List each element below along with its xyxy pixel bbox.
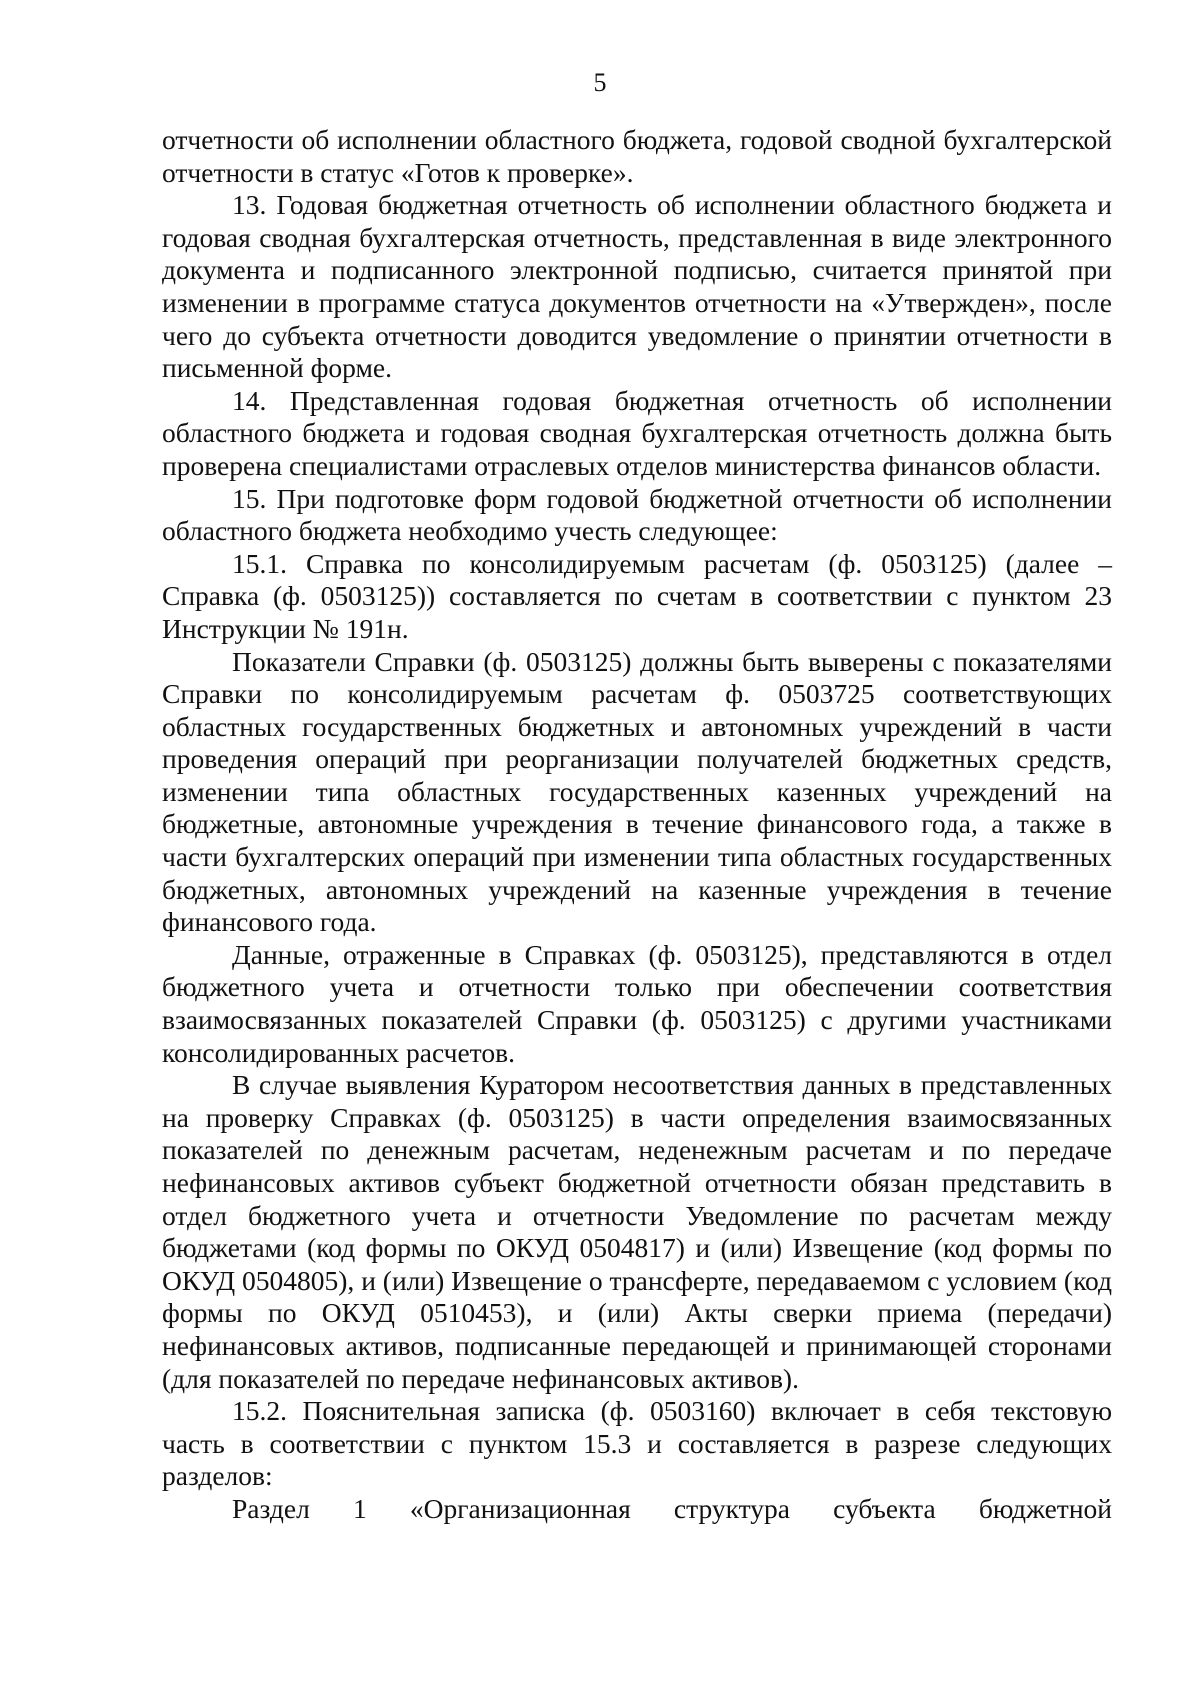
page-number: 5 [593,68,607,97]
paragraph-item-15: 15. При подготовке форм годовой бюджетной отчетности об исполнении областного бюджета необходимо учесть следующее: [162,482,1112,547]
paragraph-reconciliation: Показатели Справки (ф. 0503125) должны быть выверены с показателями Справки по консолидируемым расчетам ф. 0503725 соответствующих областных государственных бюджетных и автономных учреждений в части проведения операций при реорганизации получателей бюджетных средств, изменении типа областных государственных казенных учреждений на бюджетные, автономные учреждения в течение финансового года, а также в части бухгалтерских операций при изменении типа областных государственных бюджетных, автономных учреждений на казенные учреждения в течение финансового года. [162,645,1112,938]
paragraph-item-15-1: 15.1. Справка по консолидируемым расчетам (ф. 0503125) (далее – Справка (ф. 0503125)) составляется по счетам в соответствии с пунктом 23 Инструкции № 191н. [162,547,1112,644]
paragraph-section-1: Раздел 1 «Организационная структура субъекта бюджетной [232,1492,1112,1524]
paragraph-mismatch-case: В случае выявления Куратором несоответствия данных в представленных на проверку Справках (ф. 0503125) в части определения взаимосвязанных показателей по денежным расчетам, неденежным расчетам и по передаче нефинансовых активов субъект бюджетной отчетности обязан представить в отдел бюджетного учета и отчетности Уведомление по расчетам между бюджетами (код формы по ОКУД 0504817) и (или) Извещение (код формы по ОКУД 0504805), и (или) Извещение о трансферте, передаваемом с условием (код формы по ОКУД 0510453), и (или) Акты сверки приема (передачи) нефинансовых активов, подписанные передающей и принимающей сторонами (для показателей по передаче нефинансовых активов). [162,1069,1112,1394]
paragraph-item-14: 14. Представленная годовая бюджетная отчетность об исполнении областного бюджета и годовая сводная бухгалтерская отчетность должна быть проверена специалистами отраслевых отделов министерства финансов области. [162,384,1112,481]
paragraph-continuation: отчетности об исполнении областного бюджета, годовой сводной бухгалтерской отчетности в статус «Готов к проверке». [162,124,1112,188]
paragraph-item-15-2: 15.2. Пояснительная записка (ф. 0503160) включает в себя текстовую часть в соответствии с пунктом 15.3 и составляется в разрезе следующих разделов: [162,1395,1112,1492]
document-body [162,124,1112,1526]
paragraph-item-13: 13. Годовая бюджетная отчетность об исполнении областного бюджета и годовая сводная бухгалтерская отчетность, представленная в виде электронного документа и подписанного электронной подписью, считается принятой при изменении в программе статуса документов отчетности на «Утвержден», после чего до субъекта отчетности доводится уведомление о принятии отчетности в письменной форме. [162,189,1112,384]
paragraph-data-submission: Данные, отраженные в Справках (ф. 0503125), представляются в отдел бюджетного учета и отчетности только при обеспечении соответствия взаимосвязанных показателей Справки (ф. 0503125) с другими участниками консолидированных расчетов. [162,938,1112,1068]
